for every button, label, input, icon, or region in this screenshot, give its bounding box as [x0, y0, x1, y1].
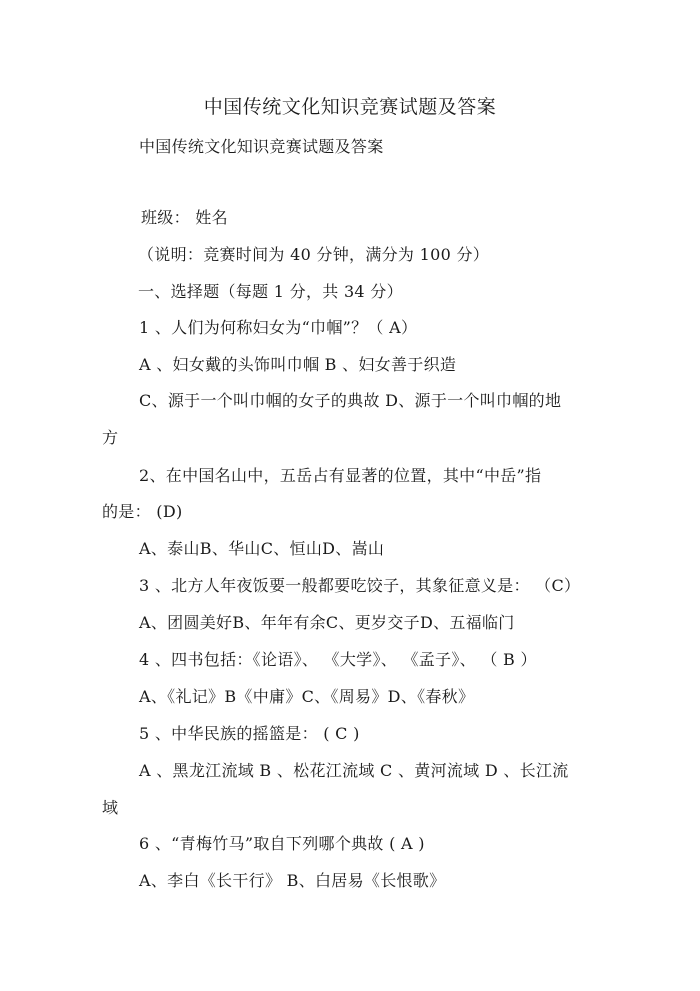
- question-2-stem-cont: 的是： (D): [102, 502, 183, 521]
- document-title: 中国传统文化知识竞赛试题及答案: [203, 96, 497, 118]
- question-1-stem: 1 、人们为何称妇女为“巾帼”？（ A）: [139, 318, 418, 337]
- class-name-line: 班级： 姓名: [141, 208, 228, 227]
- question-1-options-ab: A 、妇女戴的头饰叫巾帼 B 、妇女善于织造: [139, 355, 457, 374]
- question-3-options: A、团圆美好B、年年有余C、更岁交子D、五福临门: [139, 613, 515, 632]
- question-6-options: A、李白《长干行》 B、白居易《长恨歌》: [139, 871, 446, 890]
- question-3-stem: 3 、北方人年夜饭要一般都要吃饺子，其象征意义是： （C）: [139, 576, 581, 595]
- question-2-stem: 2、在中国名山中，五岳占有显著的位置，其中“中岳”指: [139, 466, 542, 485]
- question-4-stem: 4 、四书包括：《论语》、 《大学》、 《孟子》、 （ B ）: [139, 650, 537, 669]
- question-5-stem: 5 、中华民族的摇篮是： ( C ): [139, 724, 360, 743]
- question-1-options-cd: C、源于一个叫巾帼的女子的典故 D、源于一个叫巾帼的地: [139, 391, 562, 410]
- question-6-stem: 6 、“青梅竹马”取自下列哪个典故 ( A ): [139, 834, 425, 853]
- question-2-options: A、泰山B、华山C、恒山D、嵩山: [139, 539, 385, 558]
- question-5-options-cont: 域: [102, 798, 119, 817]
- exam-note: （说明：竞赛时间为 40 分钟，满分为 100 分）: [138, 245, 490, 264]
- question-5-options: A 、黑龙江流域 B 、松花江流域 C 、黄河流域 D 、长江流: [139, 761, 569, 780]
- question-1-options-cd-cont: 方: [102, 428, 119, 447]
- document-subtitle: 中国传统文化知识竞赛试题及答案: [139, 137, 384, 156]
- section-title: 一、选择题（每题 1 分，共 34 分）: [138, 282, 403, 301]
- question-4-options: A、《礼记》B《中庸》C、《周易》D、《春秋》: [139, 687, 475, 706]
